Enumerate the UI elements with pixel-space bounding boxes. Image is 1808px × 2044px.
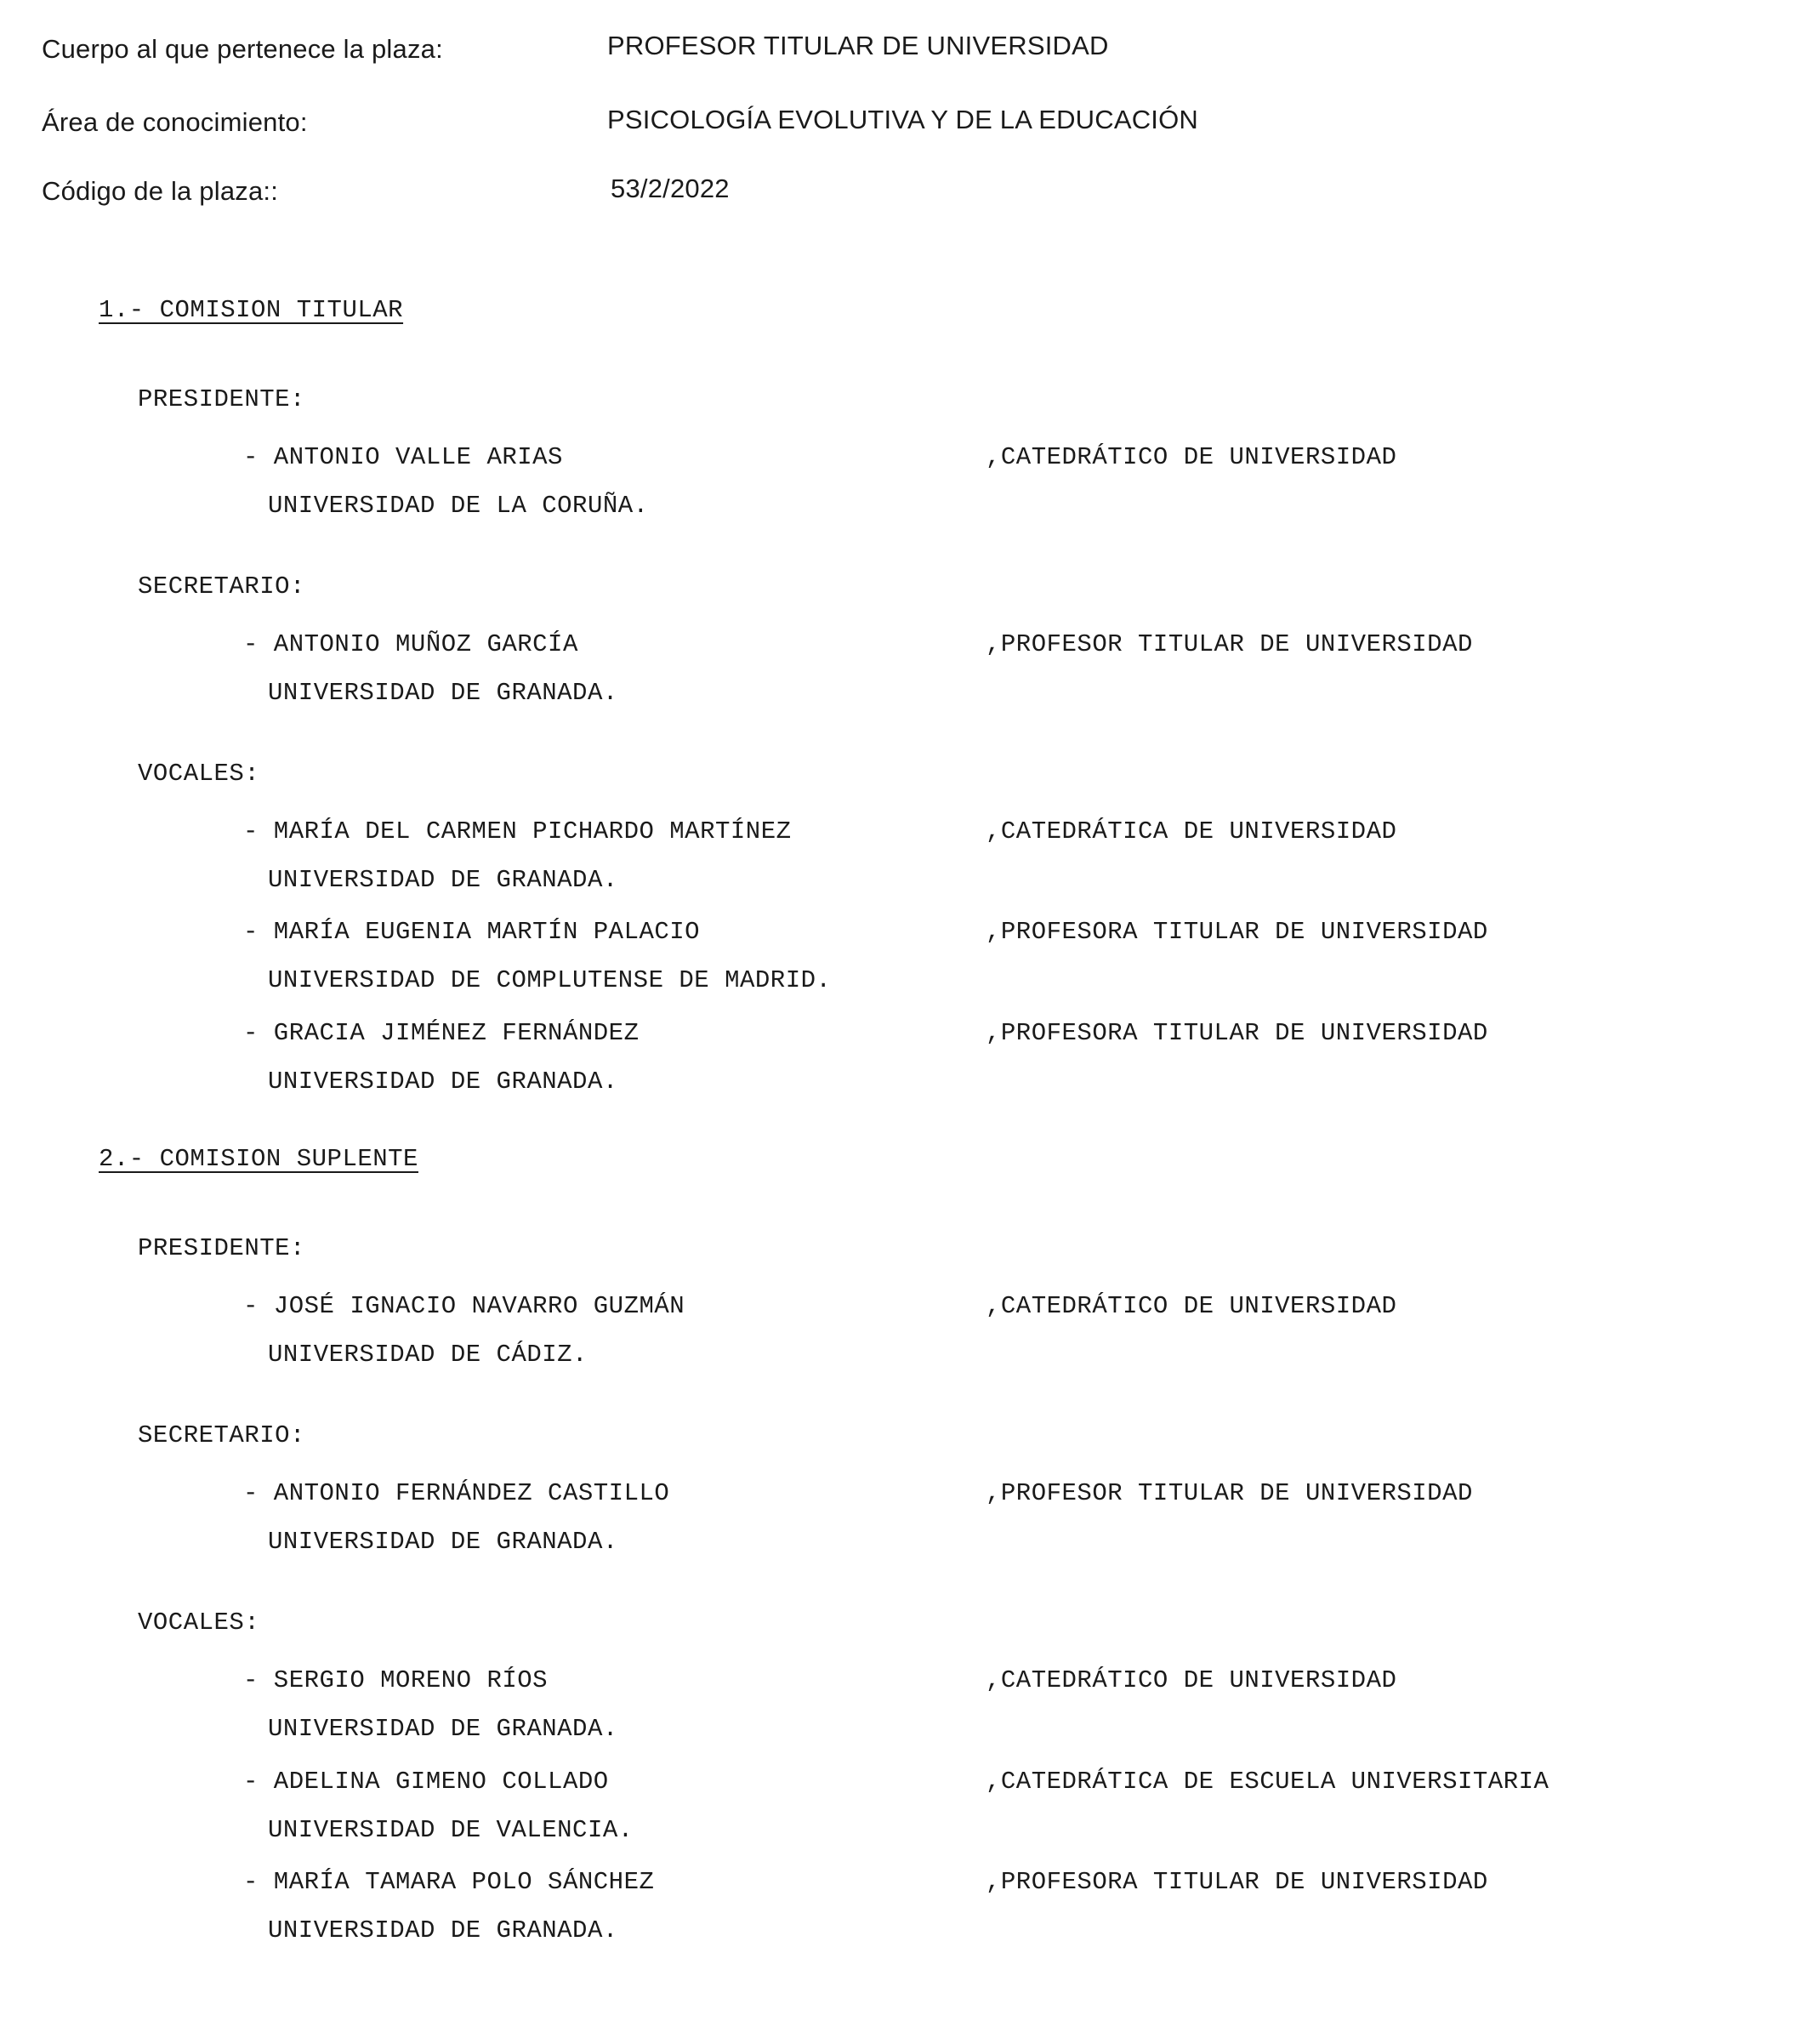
titular-vocal-3-university: UNIVERSIDAD DE GRANADA. (268, 1068, 618, 1096)
suplente-vocal-1-role: ,CATEDRÁTICO DE UNIVERSIDAD (986, 1666, 1397, 1694)
suplente-vocales-label: VOCALES: (138, 1608, 260, 1637)
suplente-vocal-3-name: - MARÍA TAMARA POLO SÁNCHEZ (243, 1868, 655, 1896)
titular-vocal-3-name: - GRACIA JIMÉNEZ FERNÁNDEZ (243, 1019, 640, 1047)
titular-presidente-university: UNIVERSIDAD DE LA CORUÑA. (268, 492, 649, 520)
suplente-vocal-1-university: UNIVERSIDAD DE GRANADA. (268, 1715, 618, 1743)
cuerpo-label: Cuerpo al que pertenece la plaza: (42, 34, 443, 64)
titular-vocales-label: VOCALES: (138, 760, 260, 788)
titular-secretario-label: SECRETARIO: (138, 572, 305, 601)
titular-secretario-university: UNIVERSIDAD DE GRANADA. (268, 679, 618, 707)
titular-vocal-3-role: ,PROFESORA TITULAR DE UNIVERSIDAD (986, 1019, 1488, 1047)
titular-presidente-role: ,CATEDRÁTICO DE UNIVERSIDAD (986, 443, 1397, 471)
titular-presidente-label: PRESIDENTE: (138, 385, 305, 413)
suplente-vocal-3-role: ,PROFESORA TITULAR DE UNIVERSIDAD (986, 1868, 1488, 1896)
suplente-presidente-name: - JOSÉ IGNACIO NAVARRO GUZMÁN (243, 1292, 685, 1320)
titular-vocal-2-role: ,PROFESORA TITULAR DE UNIVERSIDAD (986, 918, 1488, 946)
suplente-presidente-label: PRESIDENTE: (138, 1234, 305, 1262)
codigo-value: 53/2/2022 (611, 174, 730, 203)
suplente-vocal-2-role: ,CATEDRÁTICA DE ESCUELA UNIVERSITARIA (986, 1768, 1549, 1796)
suplente-vocal-2-name: - ADELINA GIMENO COLLADO (243, 1768, 609, 1796)
area-value: PSICOLOGÍA EVOLUTIVA Y DE LA EDUCACIÓN (607, 105, 1199, 134)
titular-vocal-1-name: - MARÍA DEL CARMEN PICHARDO MARTÍNEZ (243, 817, 792, 845)
titular-vocal-2-university: UNIVERSIDAD DE COMPLUTENSE DE MADRID. (268, 966, 832, 994)
suplente-secretario-label: SECRETARIO: (138, 1421, 305, 1449)
suplente-presidente-university: UNIVERSIDAD DE CÁDIZ. (268, 1341, 588, 1369)
suplente-secretario-university: UNIVERSIDAD DE GRANADA. (268, 1528, 618, 1556)
titular-heading: 1.- COMISION TITULAR (99, 296, 404, 324)
suplente-secretario-name: - ANTONIO FERNÁNDEZ CASTILLO (243, 1479, 670, 1507)
cuerpo-value: PROFESOR TITULAR DE UNIVERSIDAD (607, 31, 1109, 60)
titular-vocal-2-name: - MARÍA EUGENIA MARTÍN PALACIO (243, 918, 701, 946)
suplente-vocal-2-university: UNIVERSIDAD DE VALENCIA. (268, 1816, 634, 1844)
titular-presidente-name: - ANTONIO VALLE ARIAS (243, 443, 563, 471)
suplente-heading: 2.- COMISION SUPLENTE (99, 1145, 418, 1173)
titular-secretario-role: ,PROFESOR TITULAR DE UNIVERSIDAD (986, 630, 1473, 658)
titular-vocal-1-university: UNIVERSIDAD DE GRANADA. (268, 866, 618, 894)
suplente-presidente-role: ,CATEDRÁTICO DE UNIVERSIDAD (986, 1292, 1397, 1320)
suplente-vocal-1-name: - SERGIO MORENO RÍOS (243, 1666, 549, 1694)
suplente-vocal-3-university: UNIVERSIDAD DE GRANADA. (268, 1916, 618, 1944)
area-label: Área de conocimiento: (42, 107, 308, 137)
titular-vocal-1-role: ,CATEDRÁTICA DE UNIVERSIDAD (986, 817, 1397, 845)
codigo-label: Código de la plaza:: (42, 176, 279, 206)
suplente-secretario-role: ,PROFESOR TITULAR DE UNIVERSIDAD (986, 1479, 1473, 1507)
titular-secretario-name: - ANTONIO MUÑOZ GARCÍA (243, 630, 578, 658)
